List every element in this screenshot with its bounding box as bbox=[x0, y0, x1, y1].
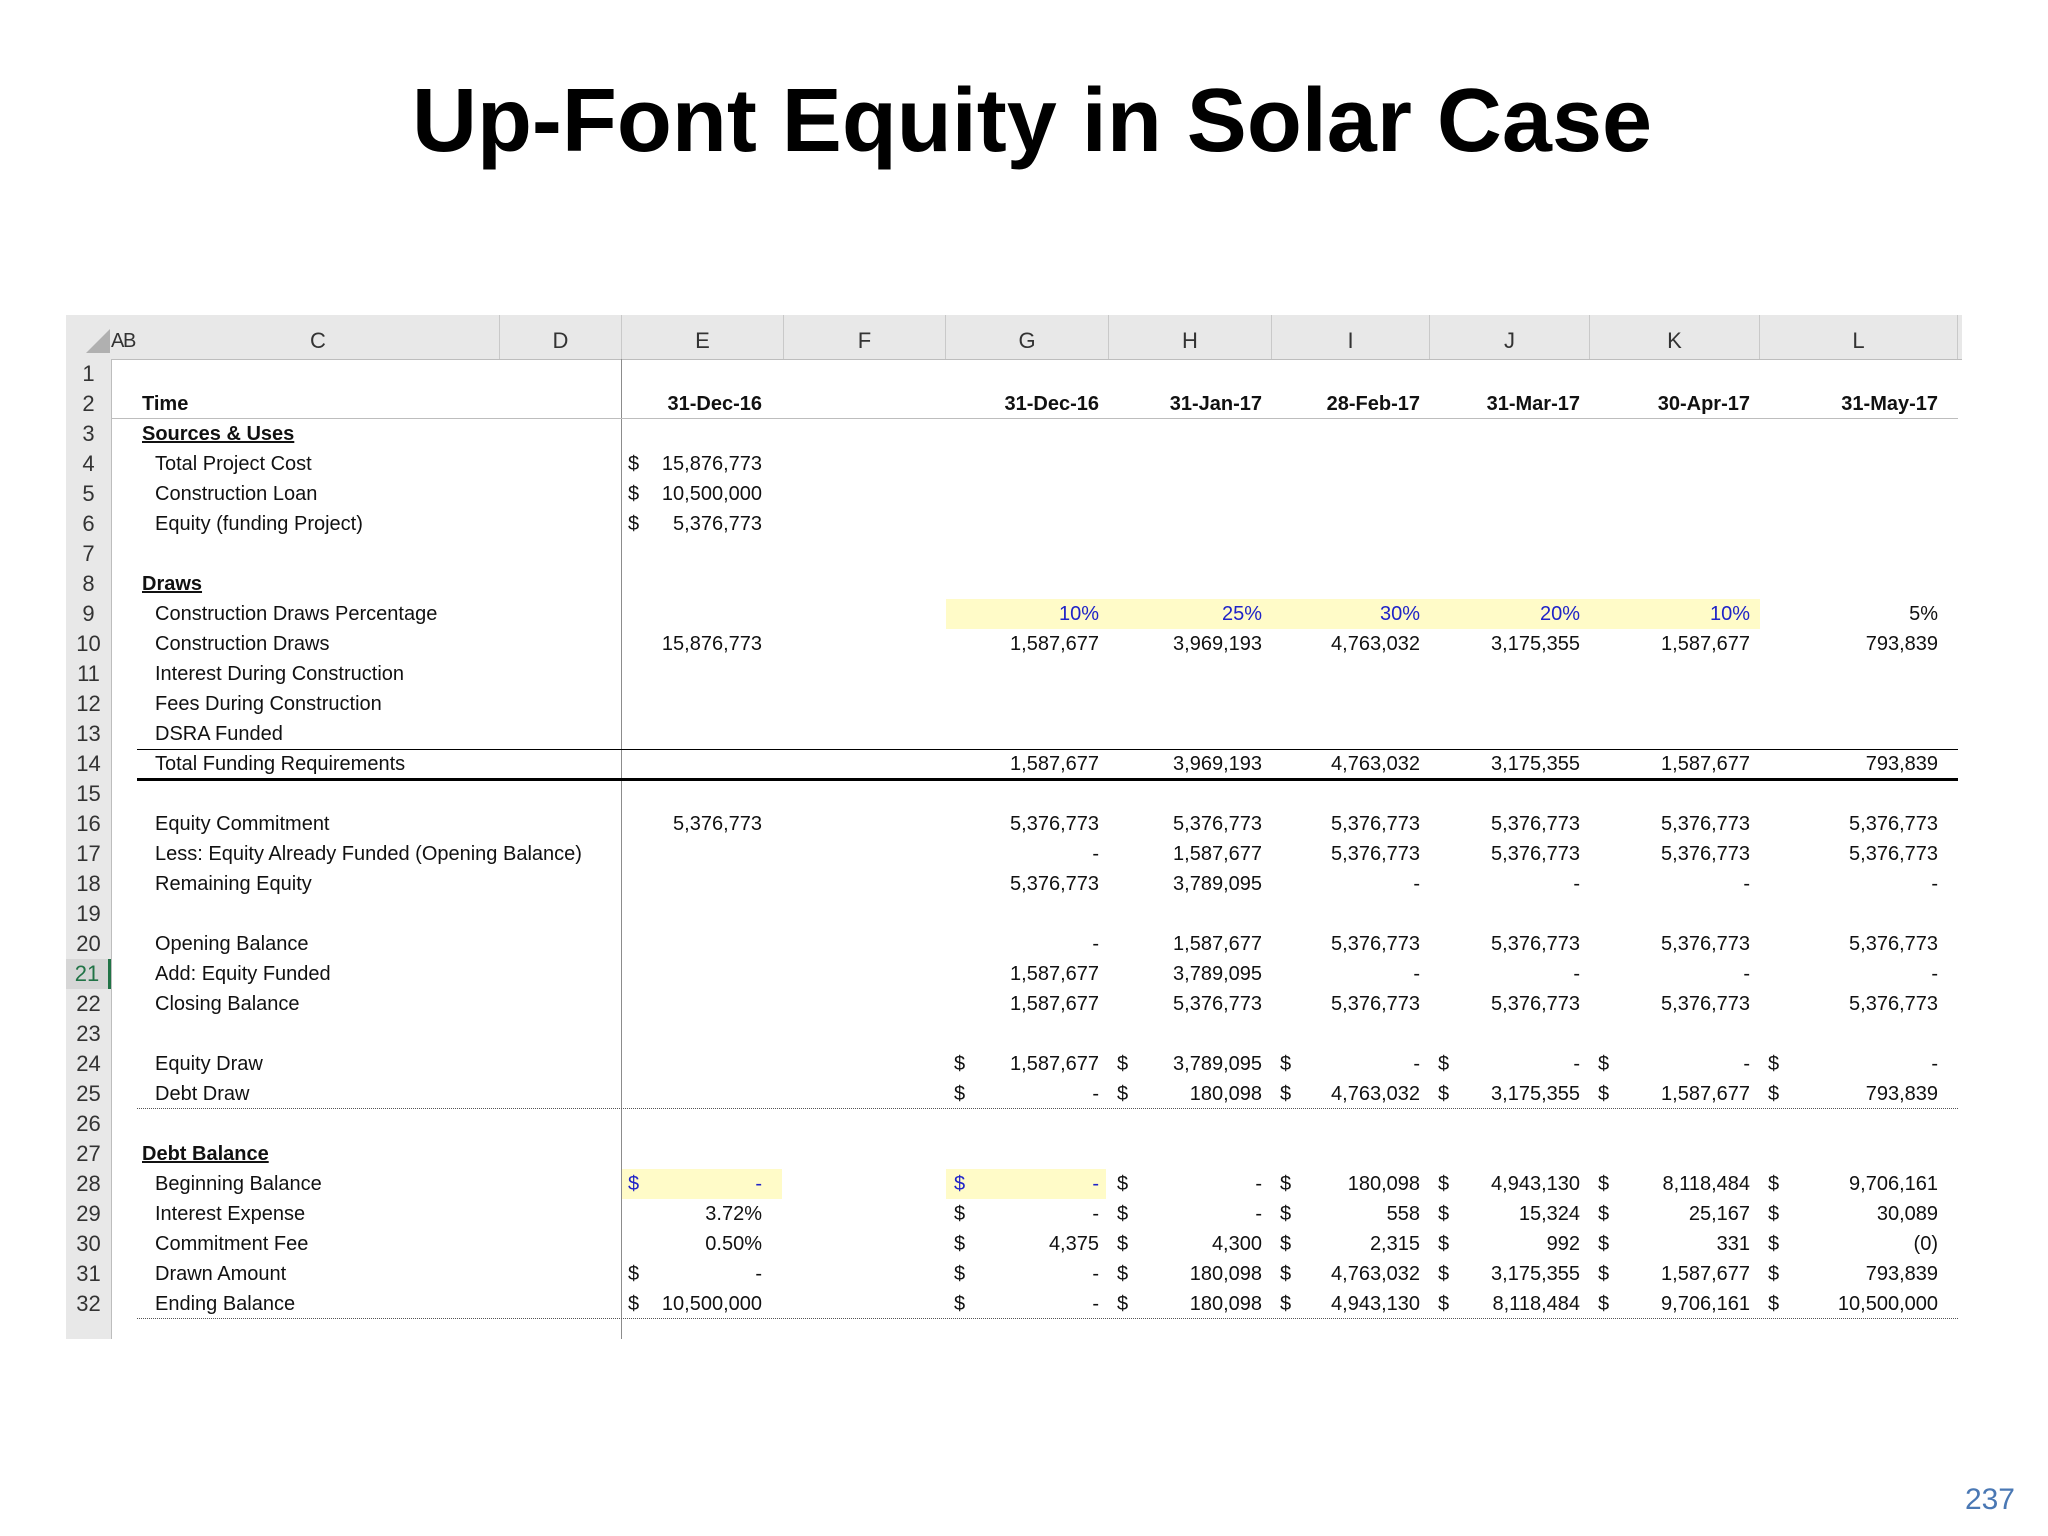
currency-symbol: $ bbox=[954, 1263, 966, 1285]
row-header-14[interactable]: 14 bbox=[76, 751, 101, 776]
row-header-2[interactable]: 2 bbox=[82, 391, 95, 416]
currency-symbol: $ bbox=[954, 1173, 966, 1195]
row-label-add-equity-funded: Add: Equity Funded bbox=[155, 963, 331, 985]
currency-symbol: $ bbox=[1598, 1053, 1610, 1075]
e-cell-construction-loan[interactable]: 10,500,000 bbox=[661, 483, 762, 505]
select-all-corner[interactable] bbox=[66, 315, 111, 359]
e-cell-drawn-amount[interactable]: - bbox=[755, 1263, 762, 1285]
currency-symbol: $ bbox=[628, 1263, 640, 1285]
period-3-remaining-equity[interactable]: - bbox=[1413, 873, 1420, 895]
period-5-commitment-fee[interactable]: 331 bbox=[1716, 1233, 1750, 1255]
currency-symbol: $ bbox=[1768, 1173, 1780, 1195]
column-header-b[interactable]: B bbox=[123, 330, 137, 352]
currency-symbol: $ bbox=[1280, 1083, 1292, 1105]
column-header-g[interactable]: G bbox=[946, 315, 1109, 359]
period-5-construction-draws[interactable]: 1,587,677 bbox=[1661, 633, 1750, 655]
period-1-drawn[interactable]: - bbox=[1092, 1263, 1099, 1285]
currency-symbol: $ bbox=[1438, 1083, 1450, 1105]
e-cell-total-project-cost[interactable]: 15,876,773 bbox=[661, 453, 762, 475]
period-6-date[interactable]: 31-May-17 bbox=[1841, 393, 1938, 415]
row-header-24[interactable]: 24 bbox=[76, 1051, 101, 1076]
period-3-drawn[interactable]: 4,763,032 bbox=[1331, 1263, 1420, 1285]
period-3-add-funded[interactable]: - bbox=[1413, 963, 1420, 985]
row-header-21[interactable]: 21 bbox=[66, 959, 111, 989]
period-4-commitment-fee[interactable]: 992 bbox=[1546, 1233, 1580, 1255]
period-4-construction-draws[interactable]: 3,175,355 bbox=[1491, 633, 1580, 655]
currency-symbol: $ bbox=[1598, 1173, 1610, 1195]
period-2-ending[interactable]: 180,098 bbox=[1189, 1293, 1262, 1315]
row-label-equity-funding: Equity (funding Project) bbox=[155, 513, 363, 535]
currency-symbol: $ bbox=[628, 1173, 640, 1195]
period-1-beginning[interactable]: - bbox=[1092, 1173, 1099, 1195]
row-label-remaining-equity: Remaining Equity bbox=[155, 873, 312, 895]
period-6-add-funded[interactable]: - bbox=[1931, 963, 1938, 985]
row-header-19[interactable]: 19 bbox=[76, 901, 101, 926]
period-1-remaining-equity[interactable]: 5,376,773 bbox=[1010, 873, 1099, 895]
period-2-construction-draws[interactable]: 3,969,193 bbox=[1173, 633, 1262, 655]
currency-symbol: $ bbox=[1280, 1293, 1292, 1315]
currency-symbol: $ bbox=[954, 1233, 966, 1255]
period-5-equity-draw[interactable]: - bbox=[1743, 1053, 1750, 1075]
currency-symbol: $ bbox=[1280, 1203, 1292, 1225]
currency-symbol: $ bbox=[1438, 1173, 1450, 1195]
row-label-interest-during-construction: Interest During Construction bbox=[155, 663, 405, 685]
period-6-equity-commitment[interactable]: 5,376,773 bbox=[1849, 813, 1938, 835]
period-6-opening[interactable]: 5,376,773 bbox=[1849, 933, 1938, 955]
period-3-date[interactable]: 28-Feb-17 bbox=[1326, 393, 1420, 415]
column-header-h[interactable]: H bbox=[1109, 315, 1272, 359]
period-4-equity-commitment[interactable]: 5,376,773 bbox=[1491, 813, 1580, 835]
period-6-commitment-fee[interactable]: (0) bbox=[1913, 1233, 1938, 1255]
row-header-30[interactable]: 30 bbox=[76, 1231, 101, 1256]
row-header-29[interactable]: 29 bbox=[76, 1201, 101, 1226]
period-6-debt-draw[interactable]: 793,839 bbox=[1865, 1083, 1938, 1105]
row-header-18[interactable]: 18 bbox=[76, 871, 101, 896]
period-3-total-funding[interactable]: 4,763,032 bbox=[1331, 753, 1420, 775]
page-number: 237 bbox=[1964, 1483, 2015, 1516]
period-3-interest[interactable]: 558 bbox=[1386, 1203, 1420, 1225]
period-2-interest[interactable]: - bbox=[1255, 1203, 1262, 1225]
period-4-drawn[interactable]: 3,175,355 bbox=[1491, 1263, 1580, 1285]
row-header-13[interactable]: 13 bbox=[76, 721, 101, 746]
e-cell-ending-balance[interactable]: 10,500,000 bbox=[661, 1293, 762, 1315]
column-header-l[interactable]: L bbox=[1760, 315, 1958, 359]
row-label-commitment-fee: Commitment Fee bbox=[155, 1233, 309, 1255]
currency-symbol: $ bbox=[1768, 1263, 1780, 1285]
period-3-ending[interactable]: 4,943,130 bbox=[1331, 1293, 1420, 1315]
column-header-e[interactable]: E bbox=[622, 315, 784, 359]
period-3-opening[interactable]: 5,376,773 bbox=[1331, 933, 1420, 955]
row-label-interest-expense: Interest Expense bbox=[155, 1203, 306, 1225]
row-label-drawn-amount: Drawn Amount bbox=[155, 1263, 287, 1285]
row-header-12[interactable]: 12 bbox=[76, 691, 101, 716]
period-6-beginning[interactable]: 9,706,161 bbox=[1849, 1173, 1938, 1195]
period-1-less-funded[interactable]: - bbox=[1092, 843, 1099, 865]
period-4-debt-draw[interactable]: 3,175,355 bbox=[1491, 1083, 1580, 1105]
period-2-total-funding[interactable]: 3,969,193 bbox=[1173, 753, 1262, 775]
row-label-less-equity-funded: Less: Equity Already Funded (Opening Balance) bbox=[155, 843, 582, 865]
period-2-drawn[interactable]: 180,098 bbox=[1189, 1263, 1262, 1285]
currency-symbol: $ bbox=[1598, 1293, 1610, 1315]
row-label-draws: Draws bbox=[142, 573, 203, 595]
period-3-debt-draw[interactable]: 4,763,032 bbox=[1331, 1083, 1420, 1105]
period-5-add-funded[interactable]: - bbox=[1743, 963, 1750, 985]
column-header-a[interactable]: A bbox=[111, 330, 125, 352]
row-label-closing-balance: Closing Balance bbox=[155, 993, 300, 1015]
period-5-ending[interactable]: 9,706,161 bbox=[1661, 1293, 1750, 1315]
e-cell-commitment-fee-rate[interactable]: 0.50% bbox=[705, 1233, 762, 1255]
currency-symbol: $ bbox=[1768, 1083, 1780, 1105]
currency-symbol: $ bbox=[1768, 1053, 1780, 1075]
period-2-debt-draw[interactable]: 180,098 bbox=[1189, 1083, 1262, 1105]
currency-symbol: $ bbox=[1768, 1203, 1780, 1225]
period-2-opening[interactable]: 1,587,677 bbox=[1173, 933, 1262, 955]
slide-title: Up-Font Equity in Solar Case bbox=[411, 71, 1653, 171]
period-3-construction-draws[interactable]: 4,763,032 bbox=[1331, 633, 1420, 655]
period-1-construction-draws[interactable]: 1,587,677 bbox=[1010, 633, 1099, 655]
currency-symbol: $ bbox=[628, 483, 640, 505]
period-4-less-funded[interactable]: 5,376,773 bbox=[1491, 843, 1580, 865]
currency-symbol: $ bbox=[954, 1203, 966, 1225]
currency-symbol: $ bbox=[1598, 1203, 1610, 1225]
period-2-commitment-fee[interactable]: 4,300 bbox=[1211, 1233, 1262, 1255]
period-1-date[interactable]: 31-Dec-16 bbox=[1004, 393, 1099, 415]
period-4-add-funded[interactable]: - bbox=[1573, 963, 1580, 985]
period-1-debt-draw[interactable]: - bbox=[1092, 1083, 1099, 1105]
period-5-total-funding[interactable]: 1,587,677 bbox=[1661, 753, 1750, 775]
period-4-remaining-equity[interactable]: - bbox=[1573, 873, 1580, 895]
row-label-dsra-funded: DSRA Funded bbox=[155, 723, 283, 745]
row-label-total-project-cost: Total Project Cost bbox=[155, 453, 312, 475]
row-header-27[interactable]: 27 bbox=[76, 1141, 101, 1166]
currency-symbol: $ bbox=[1438, 1233, 1450, 1255]
e-cell-date[interactable]: 31-Dec-16 bbox=[667, 393, 762, 415]
period-3-less-funded[interactable]: 5,376,773 bbox=[1331, 843, 1420, 865]
period-4-date[interactable]: 31-Mar-17 bbox=[1486, 393, 1580, 415]
period-1-interest[interactable]: - bbox=[1092, 1203, 1099, 1225]
period-4-beginning[interactable]: 4,943,130 bbox=[1491, 1173, 1580, 1195]
period-3-equity-commitment[interactable]: 5,376,773 bbox=[1331, 813, 1420, 835]
row-header-31[interactable]: 31 bbox=[76, 1261, 101, 1286]
period-1-closing[interactable]: 1,587,677 bbox=[1010, 993, 1099, 1015]
currency-symbol: $ bbox=[1598, 1233, 1610, 1255]
period-6-construction-draws[interactable]: 793,839 bbox=[1865, 633, 1938, 655]
period-2-less-funded[interactable]: 1,587,677 bbox=[1173, 843, 1262, 865]
period-4-closing[interactable]: 5,376,773 bbox=[1491, 993, 1580, 1015]
currency-symbol: $ bbox=[1117, 1203, 1129, 1225]
currency-symbol: $ bbox=[954, 1053, 966, 1075]
row-header-11[interactable]: 11 bbox=[77, 661, 100, 686]
row-label-debt-balance: Debt Balance bbox=[142, 1143, 269, 1165]
currency-symbol: $ bbox=[954, 1083, 966, 1105]
currency-symbol: $ bbox=[1117, 1083, 1129, 1105]
period-5-draw-pct[interactable]: 10% bbox=[1709, 603, 1750, 625]
period-6-remaining-equity[interactable]: - bbox=[1931, 873, 1938, 895]
row-label-sources-uses: Sources & Uses bbox=[142, 423, 295, 445]
column-header-i[interactable]: I bbox=[1272, 315, 1430, 359]
currency-symbol: $ bbox=[628, 1293, 640, 1315]
period-6-less-funded[interactable]: 5,376,773 bbox=[1849, 843, 1938, 865]
period-6-interest[interactable]: 30,089 bbox=[1876, 1203, 1938, 1225]
period-5-remaining-equity[interactable]: - bbox=[1743, 873, 1750, 895]
row-header-4[interactable]: 4 bbox=[82, 451, 95, 476]
period-5-opening[interactable]: 5,376,773 bbox=[1661, 933, 1750, 955]
currency-symbol: $ bbox=[1280, 1263, 1292, 1285]
period-1-ending[interactable]: - bbox=[1092, 1293, 1099, 1315]
period-6-closing[interactable]: 5,376,773 bbox=[1849, 993, 1938, 1015]
row-header-5[interactable]: 5 bbox=[82, 481, 95, 506]
period-2-equity-draw[interactable]: 3,789,095 bbox=[1173, 1053, 1262, 1075]
row-label-opening-balance: Opening Balance bbox=[155, 933, 309, 955]
currency-symbol: $ bbox=[1598, 1083, 1610, 1105]
period-2-remaining-equity[interactable]: 3,789,095 bbox=[1173, 873, 1262, 895]
period-2-closing[interactable]: 5,376,773 bbox=[1173, 993, 1262, 1015]
e-cell-beginning-balance[interactable]: - bbox=[755, 1173, 762, 1195]
currency-symbol: $ bbox=[1280, 1053, 1292, 1075]
currency-symbol: $ bbox=[1117, 1173, 1129, 1195]
row-label-equity-commitment: Equity Commitment bbox=[155, 813, 330, 835]
row-label-debt-draw: Debt Draw bbox=[155, 1083, 250, 1105]
column-header-f[interactable]: F bbox=[784, 315, 946, 359]
row-header-3[interactable]: 3 bbox=[82, 421, 95, 446]
row-header-28[interactable]: 28 bbox=[76, 1171, 101, 1196]
period-3-equity-draw[interactable]: - bbox=[1413, 1053, 1420, 1075]
currency-symbol: $ bbox=[1768, 1293, 1780, 1315]
period-1-add-funded[interactable]: 1,587,677 bbox=[1010, 963, 1099, 985]
period-3-closing[interactable]: 5,376,773 bbox=[1331, 993, 1420, 1015]
currency-symbol: $ bbox=[1117, 1263, 1129, 1285]
period-1-total-funding[interactable]: 1,587,677 bbox=[1010, 753, 1099, 775]
row-header-1[interactable]: 1 bbox=[82, 361, 95, 386]
row-header-32[interactable]: 32 bbox=[76, 1291, 101, 1316]
column-header-j[interactable]: J bbox=[1430, 315, 1590, 359]
currency-symbol: $ bbox=[1438, 1053, 1450, 1075]
row-header-26[interactable]: 26 bbox=[76, 1111, 101, 1136]
row-label-ending-balance: Ending Balance bbox=[155, 1293, 296, 1315]
row-label-equity-draw: Equity Draw bbox=[155, 1053, 263, 1075]
period-2-draw-pct[interactable]: 25% bbox=[1221, 603, 1262, 625]
period-5-date[interactable]: 30-Apr-17 bbox=[1657, 393, 1750, 415]
period-6-drawn[interactable]: 793,839 bbox=[1865, 1263, 1938, 1285]
period-3-commitment-fee[interactable]: 2,315 bbox=[1369, 1233, 1420, 1255]
select-all-triangle-icon bbox=[86, 329, 110, 353]
period-5-less-funded[interactable]: 5,376,773 bbox=[1661, 843, 1750, 865]
currency-symbol: $ bbox=[1598, 1263, 1610, 1285]
row-header-10[interactable]: 10 bbox=[76, 631, 101, 656]
row-header-25[interactable]: 25 bbox=[76, 1081, 101, 1106]
row-header-17[interactable]: 17 bbox=[76, 841, 101, 866]
e-cell-equity-funding[interactable]: 5,376,773 bbox=[673, 513, 762, 535]
row-header-bar bbox=[66, 359, 112, 1339]
period-4-total-funding[interactable]: 3,175,355 bbox=[1491, 753, 1580, 775]
column-header-bar bbox=[66, 315, 1962, 360]
currency-symbol: $ bbox=[1280, 1233, 1292, 1255]
row-header-23[interactable]: 23 bbox=[76, 1021, 101, 1046]
period-4-draw-pct[interactable]: 20% bbox=[1539, 603, 1580, 625]
period-4-interest[interactable]: 15,324 bbox=[1518, 1203, 1580, 1225]
period-2-add-funded[interactable]: 3,789,095 bbox=[1173, 963, 1262, 985]
currency-symbol: $ bbox=[1438, 1293, 1450, 1315]
currency-symbol: $ bbox=[954, 1293, 966, 1315]
row-label-beginning-balance: Beginning Balance bbox=[155, 1173, 322, 1195]
row-label-construction-draws: Construction Draws bbox=[155, 633, 330, 655]
row-label-time: Time bbox=[142, 393, 189, 415]
spreadsheet bbox=[66, 315, 1962, 1339]
currency-symbol: $ bbox=[1438, 1263, 1450, 1285]
row-label-construction-loan: Construction Loan bbox=[155, 483, 318, 505]
period-1-equity-draw[interactable]: 1,587,677 bbox=[1010, 1053, 1099, 1075]
period-1-commitment-fee[interactable]: 4,375 bbox=[1048, 1233, 1099, 1255]
period-1-draw-pct[interactable]: 10% bbox=[1058, 603, 1099, 625]
row-header-6[interactable]: 6 bbox=[82, 511, 95, 536]
row-header-15[interactable]: 15 bbox=[76, 781, 101, 806]
currency-symbol: $ bbox=[1768, 1233, 1780, 1255]
period-1-equity-commitment[interactable]: 5,376,773 bbox=[1010, 813, 1099, 835]
period-4-equity-draw[interactable]: - bbox=[1573, 1053, 1580, 1075]
e-cell-interest-rate[interactable]: 3.72% bbox=[705, 1203, 762, 1225]
row-header-8[interactable]: 8 bbox=[82, 571, 95, 596]
column-header-c[interactable]: C bbox=[137, 315, 500, 359]
period-5-beginning[interactable]: 8,118,484 bbox=[1662, 1173, 1750, 1195]
currency-symbol: $ bbox=[1280, 1173, 1292, 1195]
period-5-interest[interactable]: 25,167 bbox=[1688, 1203, 1750, 1225]
period-6-equity-draw[interactable]: - bbox=[1931, 1053, 1938, 1075]
period-6-ending[interactable]: 10,500,000 bbox=[1837, 1293, 1938, 1315]
currency-symbol: $ bbox=[628, 513, 640, 535]
row-header-16[interactable]: 16 bbox=[76, 811, 101, 836]
period-3-beginning[interactable]: 180,098 bbox=[1347, 1173, 1420, 1195]
period-5-debt-draw[interactable]: 1,587,677 bbox=[1661, 1083, 1750, 1105]
period-4-opening[interactable]: 5,376,773 bbox=[1491, 933, 1580, 955]
row-header-20[interactable]: 20 bbox=[76, 931, 101, 956]
e-cell-equity-commitment[interactable]: 5,376,773 bbox=[673, 813, 762, 835]
row-label-construction-draws-pct: Construction Draws Percentage bbox=[155, 603, 438, 625]
row-label-fees-during-construction: Fees During Construction bbox=[155, 693, 382, 715]
currency-symbol: $ bbox=[1117, 1233, 1129, 1255]
currency-symbol: $ bbox=[1438, 1203, 1450, 1225]
period-2-beginning[interactable]: - bbox=[1255, 1173, 1262, 1195]
row-label-total-funding-requirements: Total Funding Requirements bbox=[155, 753, 406, 775]
period-2-date[interactable]: 31-Jan-17 bbox=[1169, 393, 1262, 415]
period-6-total-funding[interactable]: 793,839 bbox=[1865, 753, 1938, 775]
currency-symbol: $ bbox=[628, 453, 640, 475]
period-6-draw-pct[interactable]: 5% bbox=[1909, 603, 1938, 625]
column-header-k[interactable]: K bbox=[1590, 315, 1760, 359]
period-5-equity-commitment[interactable]: 5,376,773 bbox=[1661, 813, 1750, 835]
period-1-opening[interactable]: - bbox=[1092, 933, 1099, 955]
e-cell-construction-draws[interactable]: 15,876,773 bbox=[661, 633, 762, 655]
column-header-d[interactable]: D bbox=[500, 315, 622, 359]
currency-symbol: $ bbox=[1117, 1293, 1129, 1315]
currency-symbol: $ bbox=[1117, 1053, 1129, 1075]
row-header-22[interactable]: 22 bbox=[76, 991, 101, 1016]
period-3-draw-pct[interactable]: 30% bbox=[1379, 603, 1420, 625]
period-5-drawn[interactable]: 1,587,677 bbox=[1661, 1263, 1750, 1285]
row-header-9[interactable]: 9 bbox=[82, 601, 95, 626]
period-2-equity-commitment[interactable]: 5,376,773 bbox=[1173, 813, 1262, 835]
row-header-7[interactable]: 7 bbox=[82, 541, 95, 566]
period-5-closing[interactable]: 5,376,773 bbox=[1661, 993, 1750, 1015]
period-4-ending[interactable]: 8,118,484 bbox=[1492, 1293, 1580, 1315]
